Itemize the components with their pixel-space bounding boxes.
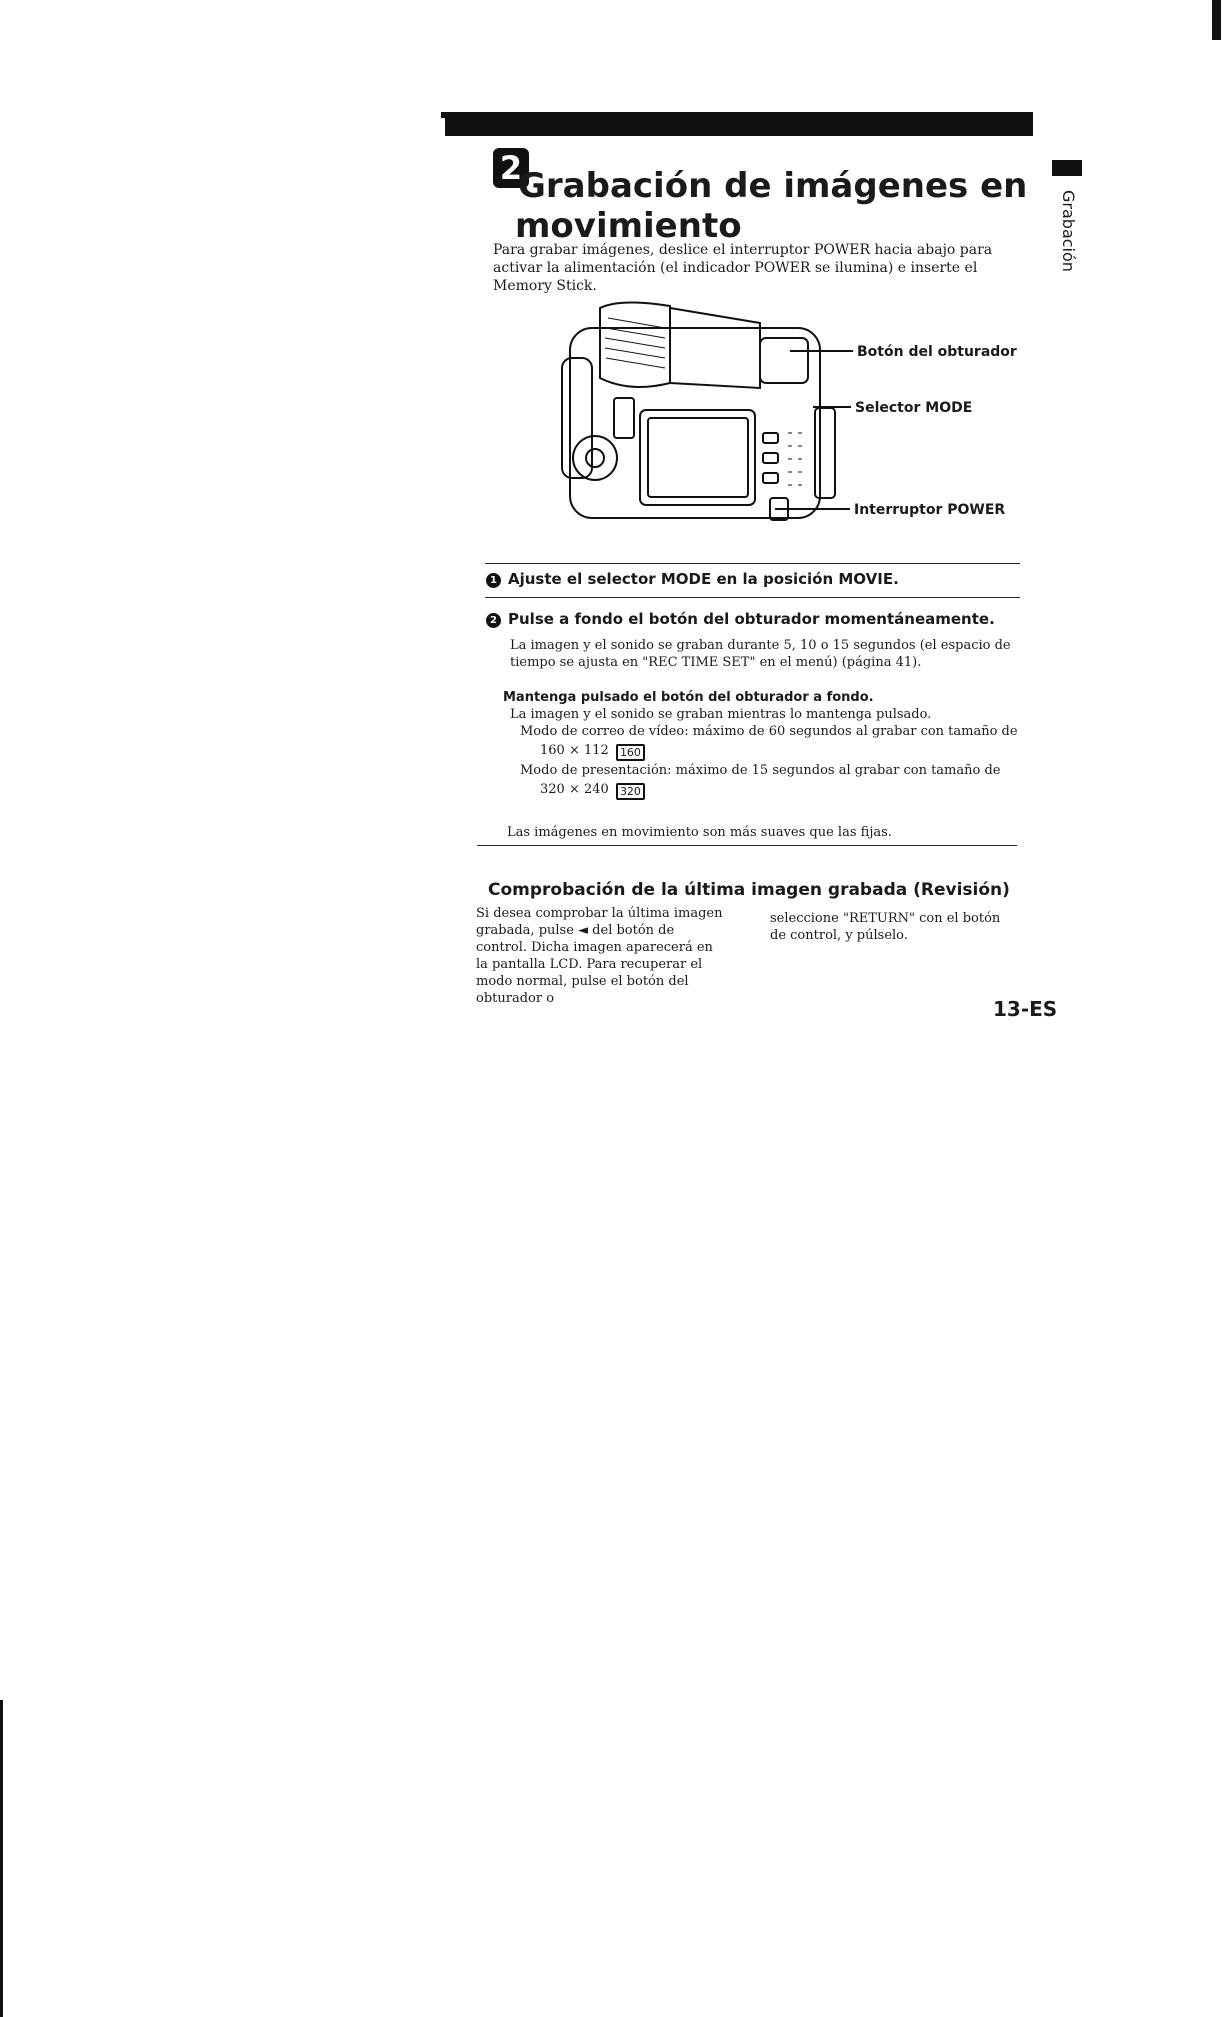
section-header-bar (445, 112, 1033, 136)
page-title: Grabación de imágenes en (518, 166, 1028, 206)
callout-leader-mode (813, 406, 851, 408)
callout-leader-shutter (790, 350, 853, 352)
presentation-size: 320 × 240 (540, 782, 609, 797)
video-mail-mode: Modo de correo de vídeo: máximo de 60 segundos al grabar con tamaño de (520, 724, 1018, 739)
side-tab-label: Grabación (1059, 190, 1078, 272)
hold-heading: Mantenga pulsado el botón del obturador a fondo. (503, 690, 874, 705)
intro-paragraph: Para grabar imágenes, deslice el interruptor POWER hacia abajo para activar la alimentación (el indicador POWER se ilumina) e inserte el Memory Stick. (493, 242, 993, 294)
step-2-number: 2 (486, 613, 501, 628)
callout-leader-power (775, 508, 850, 510)
divider (485, 563, 1020, 564)
review-heading: Comprobación de la última imagen grabada (Revisión) (488, 880, 1010, 900)
presentation-size-line (540, 781, 645, 800)
step-2 (486, 610, 995, 628)
page-title-continued: movimiento (515, 206, 742, 246)
page-number: 13-ES (993, 997, 1058, 1021)
step-1-text: Ajuste el selector MODE en la posición MOVIE. (508, 570, 899, 588)
hold-line: La imagen y el sonido se graban mientras lo mantenga pulsado. (510, 707, 932, 722)
video-mail-size: 160 × 112 (540, 743, 609, 758)
scan-edge-mark (1212, 0, 1221, 40)
step-2-body: La imagen y el sonido se graban durante 5, 10 o 15 segundos (el espacio de tiempo se ajusta en "REC TIME SET" en el menú) (página 41). (510, 638, 1011, 670)
step-1-number: 1 (486, 573, 501, 588)
section-number-badge: 2 (493, 148, 529, 188)
scan-edge-mark (0, 1700, 3, 2017)
divider (485, 597, 1020, 598)
image-size-icon: 160 (616, 744, 645, 761)
step-2-text: Pulse a fondo el botón del obturador momentáneamente. (508, 610, 995, 628)
video-mail-size-line (540, 742, 645, 761)
review-column-1: Si desea comprobar la última imagen grabada, pulse ◄ del botón de control. Dicha imagen aparecerá en la pantalla LCD. Para recuperar el modo normal, pulse el botón del obturador o (476, 906, 723, 1006)
step-1 (486, 570, 899, 588)
image-size-icon: 320 (616, 783, 645, 800)
callout-shutter-button: Botón del obturador (857, 344, 1017, 360)
callout-power-switch: Interruptor POWER (854, 502, 1006, 518)
divider (477, 845, 1017, 846)
note-text: Las imágenes en movimiento son más suaves que las fijas. (507, 825, 892, 840)
presentation-mode: Modo de presentación: máximo de 15 segundos al grabar con tamaño de (520, 763, 1001, 778)
callout-mode-selector: Selector MODE (855, 400, 973, 416)
review-column-2: seleccione "RETURN" con el botón de control, y púlselo. (770, 911, 1001, 943)
side-tab-marker (1052, 160, 1082, 176)
